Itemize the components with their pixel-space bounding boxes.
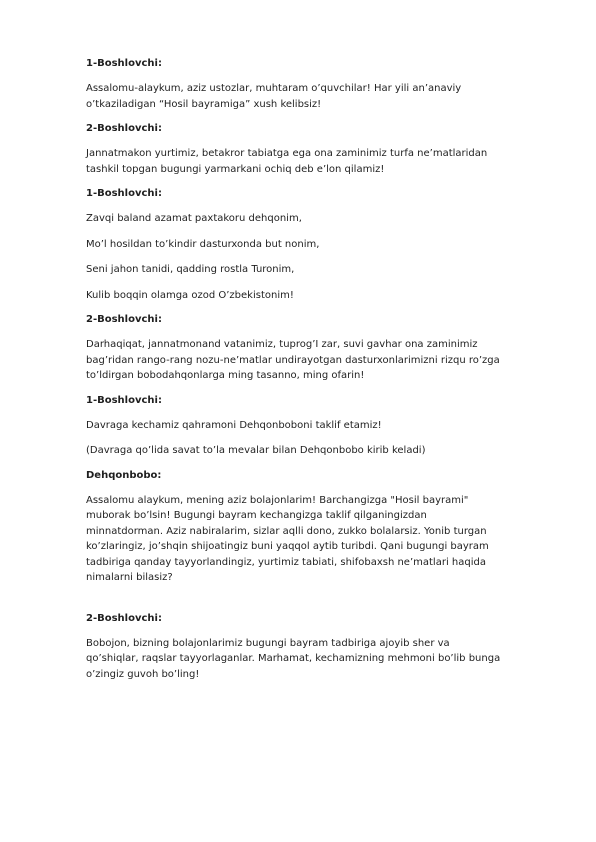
- text-line: tashkil topgan bugungi yarmarkani ochiq deb e’lon qilamiz!: [86, 163, 385, 175]
- text-line: tadbiriga qanday tayyorlandingiz, yurtimiz tabiati, shifobaxsh ne’matlari haqida: [86, 556, 486, 568]
- text-line: qo’shiqlar, raqslar tayyorlaganlar. Marhamat, kechamizning mehmoni bo’lib bunga: [86, 653, 501, 664]
- text-line: bag’ridan rango-rang nozu-ne’matlar undirayotgan dasturxonlarimizni rizqu ro’zga: [86, 354, 500, 366]
- text-line: Assalomu-alaykum, aziz ustozlar, muhtaram o’quvchilar! Har yili an’anaviy: [86, 83, 462, 94]
- dialogue-paragraph: [86, 262, 556, 278]
- dialogue-paragraph: [86, 443, 556, 459]
- text-line: (Davraga qo’lida savat to’la mevalar bilan Dehqonbobo kirib keladi): [86, 445, 426, 456]
- script-text-column: [86, 57, 556, 692]
- dialogue-paragraph: [86, 418, 556, 434]
- text-line: Seni jahon tanidi, qadding rostla Turonim,: [86, 264, 295, 275]
- text-line: minnatdorman. Aziz nabiralarim, sizlar aqlli dono, zukko bolalarsiz. Yonib turgan: [86, 525, 487, 537]
- dialogue-paragraph: [86, 288, 556, 304]
- text-line: Zavqi baland azamat paxtakoru dehqonim,: [86, 213, 302, 224]
- dialogue-paragraph: [86, 81, 556, 112]
- speaker-heading: 2-Boshlovchi:: [86, 123, 162, 134]
- dialogue-paragraph: [86, 636, 556, 683]
- dialogue-paragraph: [86, 237, 556, 253]
- speaker-heading: Dehqonbobo:: [86, 469, 162, 481]
- text-line: ko’zlaringiz, jo’shqin shijoatingiz buni yaqqol aytib turibdi. Qani bugungi bayram: [86, 541, 489, 552]
- text-line: o’tkaziladigan “Hosil bayramiga” xush kelibsiz!: [86, 98, 322, 110]
- text-line: Assalomu alaykum, mening aziz bolajonlarim! Barchangizga "Hosil bayrami": [86, 494, 469, 506]
- speaker-heading: 2-Boshlovchi:: [86, 612, 162, 624]
- text-line: nimalarni bilasiz?: [86, 572, 173, 583]
- text-line: to’ldirgan bobodahqonlarga ming tasanno, ming ofarin!: [86, 370, 365, 381]
- text-line: Kulib boqqin olamga ozod O’zbekistonim!: [86, 289, 294, 301]
- speaker-heading: 1-Boshlovchi:: [86, 58, 162, 69]
- text-line: o’zingiz guvoh bo’ling!: [86, 668, 200, 680]
- speaker-heading: 1-Boshlovchi:: [86, 394, 162, 406]
- speaker-heading: 2-Boshlovchi:: [86, 314, 162, 325]
- text-line: Davraga kechamiz qahramoni Dehqonboboni taklif etamiz!: [86, 419, 382, 431]
- dialogue-paragraph: [86, 493, 556, 586]
- speaker-heading: 1-Boshlovchi:: [86, 188, 162, 199]
- blank-spacer: [86, 596, 556, 612]
- text-line: Mo’l hosildan to’kindir dasturxonda but nonim,: [86, 238, 320, 250]
- text-line: muborak bo’lsin! Bugungi bayram kechangizga taklif qilganingizdan: [86, 510, 427, 521]
- text-line: Bobojon, bizning bolajonlarimiz bugungi bayram tadbiriga ajoyib sher va: [86, 637, 450, 649]
- text-line: Darhaqiqat, jannatmonand vatanimiz, tuprog’I zar, suvi gavhar ona zaminimiz: [86, 339, 478, 350]
- dialogue-paragraph: [86, 337, 556, 384]
- dialogue-paragraph: [86, 211, 556, 227]
- text-line: Jannatmakon yurtimiz, betakror tabiatga ega ona zaminimiz turfa ne’matlaridan: [86, 148, 488, 159]
- dialogue-paragraph: [86, 146, 556, 177]
